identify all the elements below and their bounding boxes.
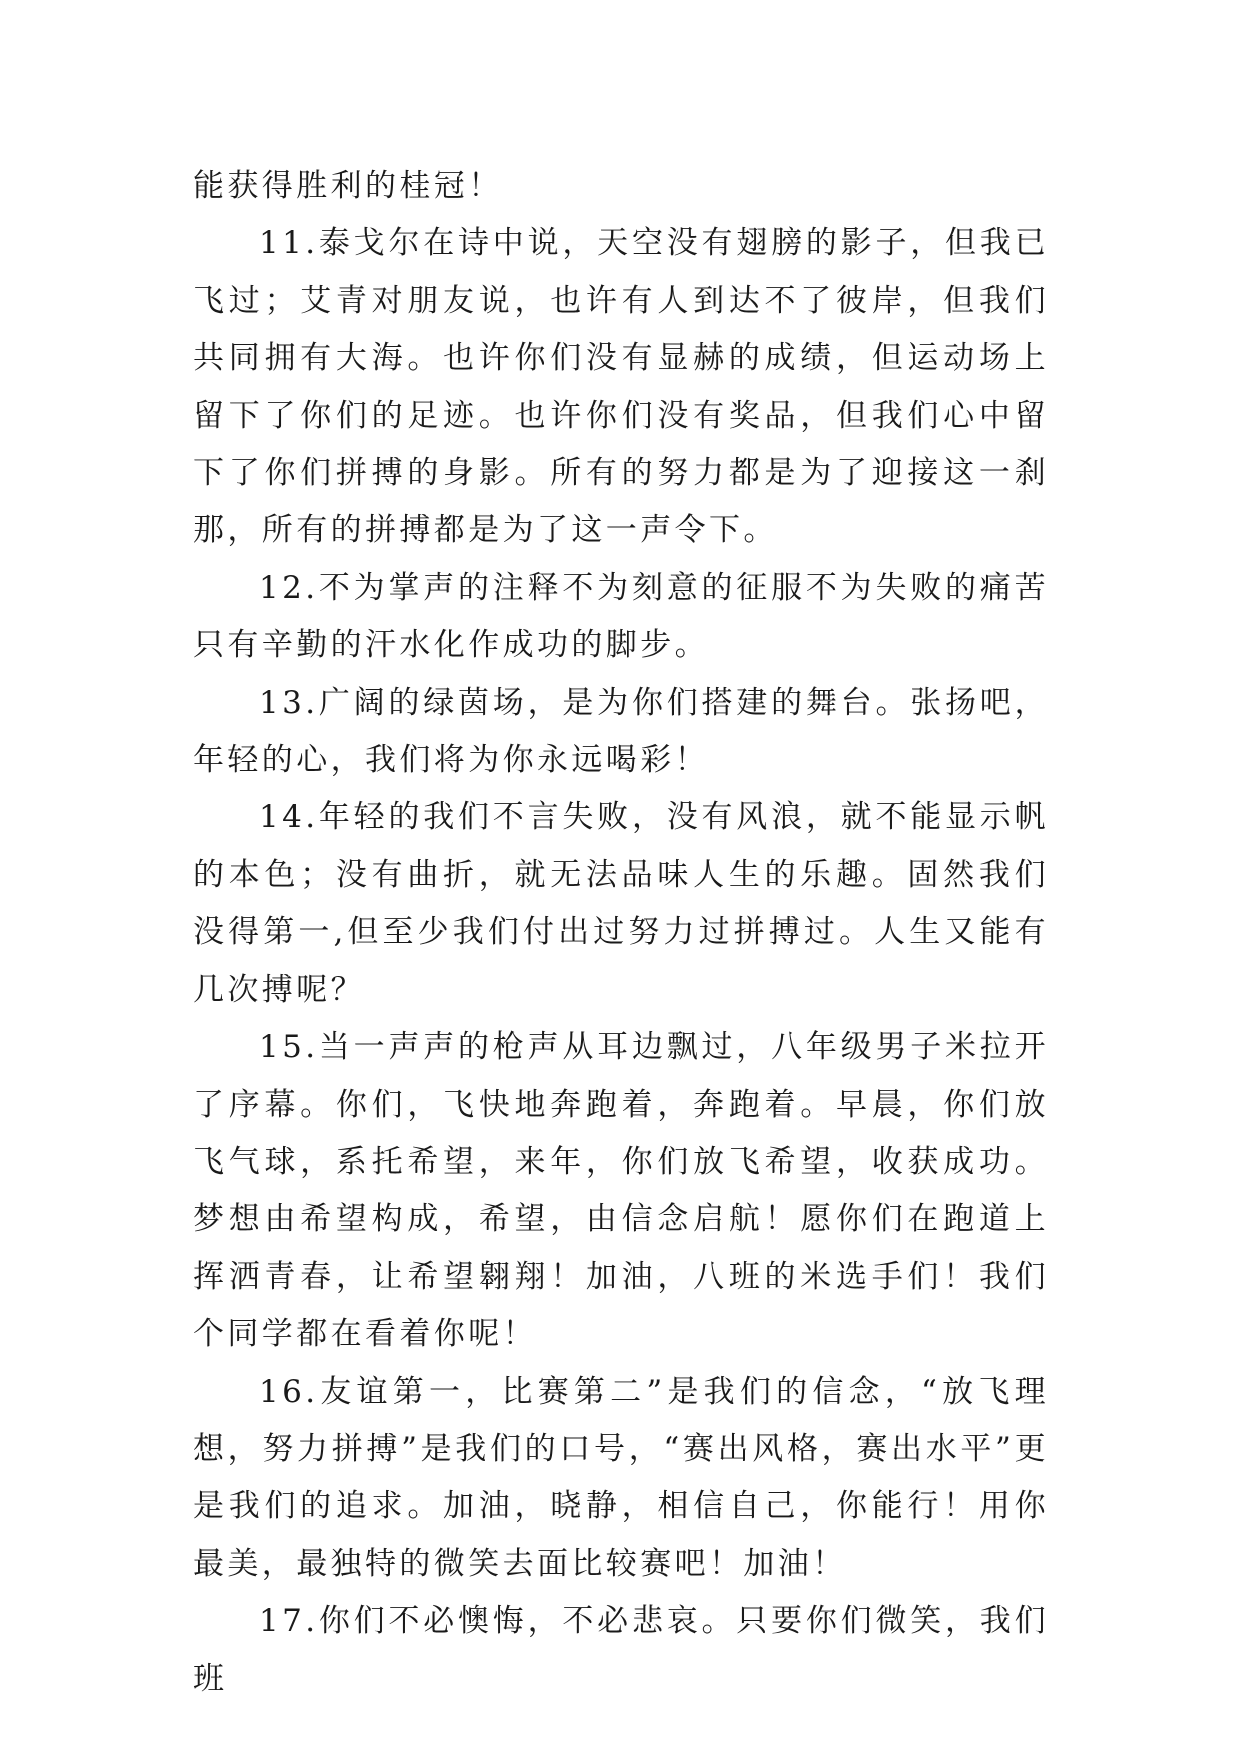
- paragraph-continuation: 能获得胜利的桂冠！: [193, 168, 503, 204]
- paragraph-12: 12.不为掌声的注释不为刻意的征服不为失败的痛苦只有辛勤的汗水化作成功的脚步。: [193, 569, 1049, 664]
- paragraph-13: 13.广阔的绿茵场，是为你们搭建的舞台。张扬吧，年轻的心，我们将为你永远喝彩！: [193, 684, 1049, 779]
- paragraph-16: 16.友谊第一，比赛第二”是我们的信念，“放飞理想，努力拼搏”是我们的口号，“赛出风格，赛出水平”更是我们的追求。加油，晓静，相信自己，你能行！用你最美，最独特的微笑去面比较赛吧！加油！: [193, 1373, 1049, 1582]
- paragraph-15: 15.当一声声的枪声从耳边飘过，八年级男子米拉开了序幕。你们，飞快地奔跑着，奔跑着。早晨，你们放飞气球，系托希望，来年，你们放飞希望，收获成功。梦想由希望构成，希望，由信念启航！愿你们在跑道上挥洒青春，让希望翱翔！加油，八班的米选手们！我们个同学都在看着你呢！: [193, 1029, 1049, 1353]
- document-body: [193, 158, 1049, 1708]
- paragraph-17: 17.你们不必懊悔，不必悲哀。只要你们微笑，我们班: [193, 1603, 1049, 1697]
- paragraph-14: 14.年轻的我们不言失败，没有风浪，就不能显示帆的本色；没有曲折，就无法品味人生的乐趣。固然我们没得第一,但至少我们付出过努力过拼搏过。人生又能有几次搏呢？: [193, 799, 1049, 1008]
- paragraph-11: 11.泰戈尔在诗中说，天空没有翅膀的影子，但我已飞过；艾青对朋友说，也许有人到达不了彼岸，但我们共同拥有大海。也许你们没有显赫的成绩，但运动场上留下了你们的足迹。也许你们没有奖品，但我们心中留下了你们拼搏的身影。所有的努力都是为了迎接这一刹那，所有的拼搏都是为了这一声令下。: [193, 225, 1049, 549]
